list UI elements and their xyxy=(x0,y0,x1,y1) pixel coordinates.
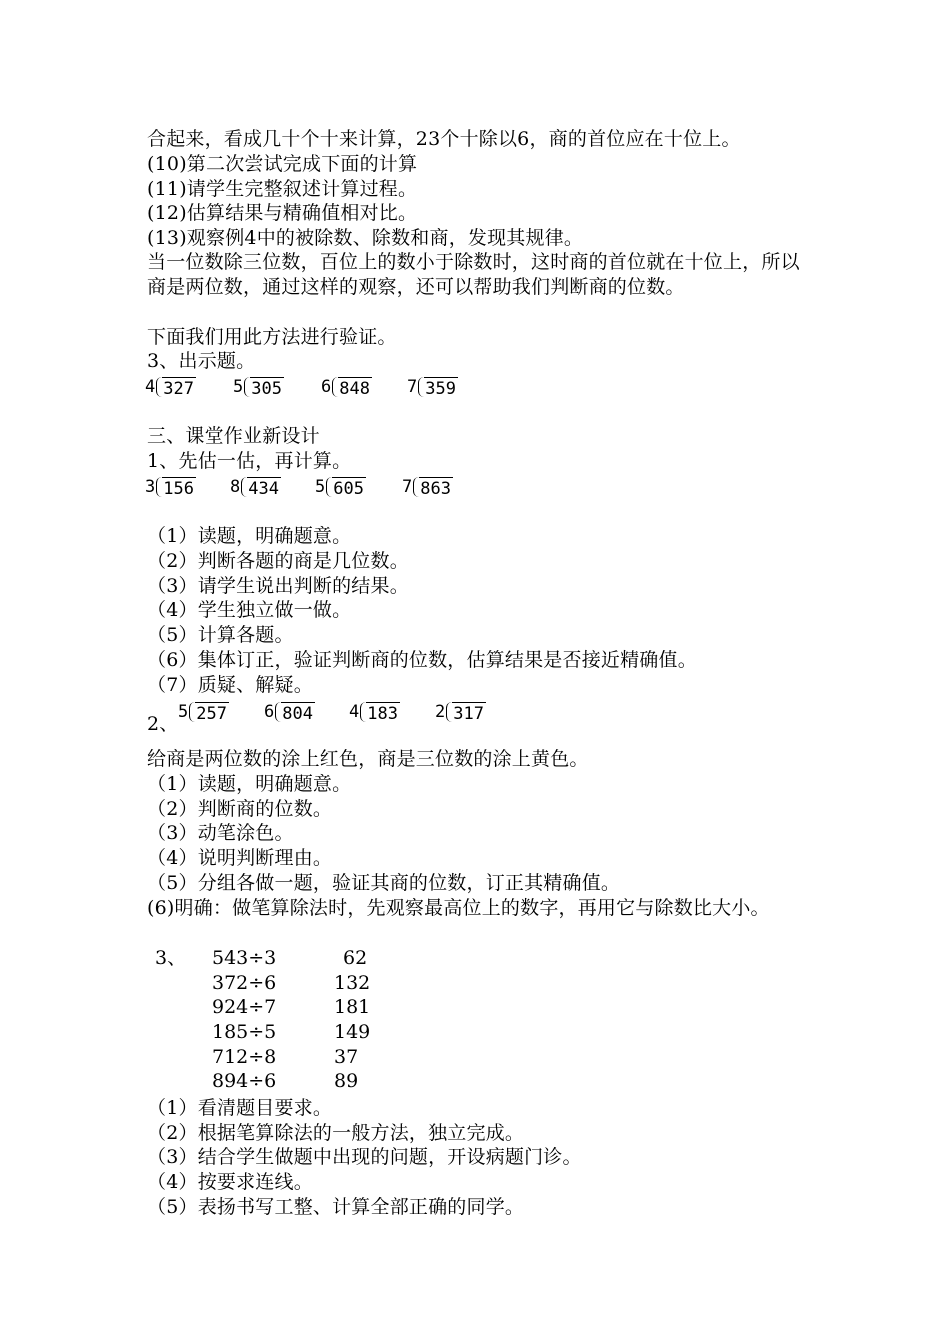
long-division: 5 605 xyxy=(315,477,364,499)
long-division: 6 848 xyxy=(321,377,370,399)
exercise-3-step: （1）看清题目要求。 xyxy=(147,1097,333,1119)
expression: 712÷8 xyxy=(212,1046,277,1068)
rule-paragraph: 当一位数除三位数，百位上的数小于除数时，这时商的首位就在十位上，所以商是两位数，通过这样的观察，还可以帮助我们判断商的位数。 xyxy=(147,251,800,298)
result: 62 xyxy=(343,947,368,969)
long-division: 7 359 xyxy=(407,377,456,399)
exercise-3-step: （4）按要求连线。 xyxy=(147,1171,313,1193)
long-division: 5 257 xyxy=(178,702,227,724)
paragraph-continuation: 合起来，看成几十个十来计算，23个十除以6，商的首位应在十位上。 xyxy=(147,128,741,150)
exercise-1-step: （7）质疑、解疑。 xyxy=(147,674,313,696)
long-division: 6 804 xyxy=(264,702,313,724)
result: 89 xyxy=(334,1070,359,1092)
exercise-1-step: （4）学生独立做一做。 xyxy=(147,599,352,621)
exercise-1-title: 1、先估一估，再计算。 xyxy=(147,450,352,472)
result: 132 xyxy=(334,972,371,994)
exercise-3-step: （2）根据笔算除法的一般方法，独立完成。 xyxy=(147,1122,525,1144)
exercise-2-number: 2、 xyxy=(147,713,179,735)
result: 149 xyxy=(334,1021,371,1043)
exercise-3-step: （5）表扬书写工整、计算全部正确的同学。 xyxy=(147,1196,525,1218)
exercise-2-step: （3）动笔涂色。 xyxy=(147,822,294,844)
exercise-2-step: （2）判断商的位数。 xyxy=(147,798,333,820)
exercise-1-step: （5）计算各题。 xyxy=(147,624,294,646)
show-heading: 3、出示题。 xyxy=(147,350,256,372)
expression: 185÷5 xyxy=(212,1021,277,1043)
expression: 543÷3 xyxy=(212,947,277,969)
long-division: 8 434 xyxy=(230,477,279,499)
step-12: (12)估算结果与精确值相对比。 xyxy=(147,202,418,224)
verify-line: 下面我们用此方法进行验证。 xyxy=(147,326,397,348)
expression: 894÷6 xyxy=(212,1070,277,1092)
section-title: 三、课堂作业新设计 xyxy=(147,425,320,447)
step-11: (11)请学生完整叙述计算过程。 xyxy=(147,178,418,200)
long-division: 2 317 xyxy=(435,702,484,724)
exercise-1-step: （2）判断各题的商是几位数。 xyxy=(147,550,409,572)
long-division: 4 327 xyxy=(145,377,194,399)
exercise-2-step: （4）说明判断理由。 xyxy=(147,847,333,869)
exercise-2-instruction: 给商是两位数的涂上红色，商是三位数的涂上黄色。 xyxy=(147,748,589,770)
exercise-3-step: （3）结合学生做题中出现的问题，开设病题门诊。 xyxy=(147,1146,582,1168)
result: 181 xyxy=(334,996,371,1018)
exercise-1-step: （6）集体订正，验证判断商的位数，估算结果是否接近精确值。 xyxy=(147,649,697,671)
exercise-1-step: （3）请学生说出判断的结果。 xyxy=(147,575,409,597)
step-10: (10)第二次尝试完成下面的计算 xyxy=(147,153,418,175)
exercise-2-step: （5）分组各做一题，验证其商的位数，订正其精确值。 xyxy=(147,872,621,894)
long-division: 4 183 xyxy=(349,702,398,724)
result: 37 xyxy=(334,1046,359,1068)
long-division: 7 863 xyxy=(402,477,451,499)
expression: 924÷7 xyxy=(212,996,277,1018)
exercise-2-step: （1）读题，明确题意。 xyxy=(147,773,352,795)
step-13: (13)观察例4中的被除数、除数和商，发现其规律。 xyxy=(147,227,584,249)
long-division: 3 156 xyxy=(145,477,194,499)
long-division: 5 305 xyxy=(233,377,282,399)
exercise-2-conclusion: (6)明确：做笔算除法时，先观察最高位上的数字，再用它与除数比大小。 xyxy=(147,897,770,919)
exercise-3-number: 3、 xyxy=(155,947,187,969)
exercise-1-step: （1）读题，明确题意。 xyxy=(147,525,352,547)
expression: 372÷6 xyxy=(212,972,277,994)
